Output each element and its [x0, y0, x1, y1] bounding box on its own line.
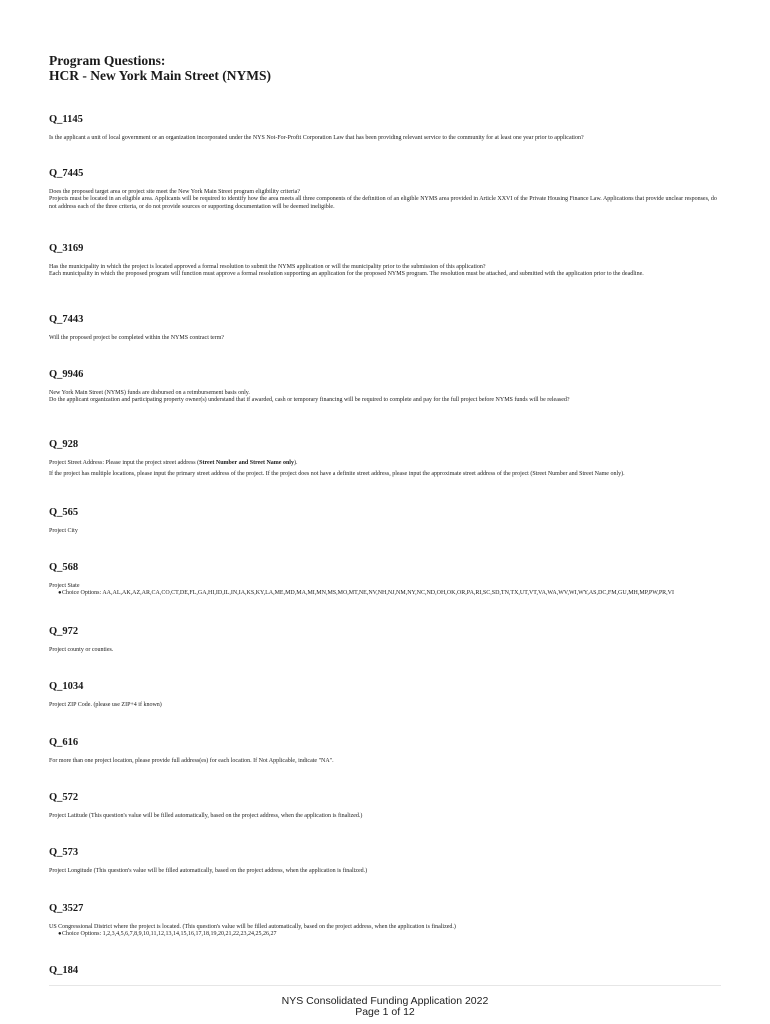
question-text: Project State	[49, 583, 80, 589]
question-id: Q_572	[49, 792, 79, 803]
question-block	[49, 439, 721, 483]
question-id: Q_573	[49, 847, 79, 858]
question-text: Will the proposed project be completed within the NYMS contract term?	[49, 335, 225, 341]
question-block	[49, 792, 721, 824]
question-text: Project Longitude (This question's value will be filled automatically, based on the project address, when the application is finalized.)	[49, 868, 368, 874]
question-text: US Congressional District where the project is located. (This question's value will be filled automatically, based on the project address, when the application is finalized.)	[49, 924, 456, 930]
question-id: Q_1034	[49, 681, 84, 692]
question-help-text: Each municipality in which the proposed program will function must approve a formal resolution supporting an application for the proposed NYMS program. The resolution must be attached, and submitted with the application prior to the deadline.	[49, 271, 644, 278]
choice-options	[49, 590, 721, 597]
question-text: For more than one project location, please provide full address(es) for each location. If Not Applicable, indicate "NA".	[49, 758, 334, 764]
question-block	[49, 243, 721, 283]
question-block	[49, 903, 721, 939]
question-id: Q_972	[49, 626, 79, 637]
footer-divider	[49, 985, 721, 986]
header-program: HCR - New York Main Street (NYMS)	[49, 68, 271, 83]
question-id: Q_1145	[49, 114, 83, 125]
question-block	[49, 507, 721, 539]
question-block	[49, 737, 721, 769]
question-block	[49, 562, 721, 598]
question-id: Q_565	[49, 507, 79, 518]
question-id: Q_3169	[49, 243, 84, 254]
question-text: Project ZIP Code. (please use ZIP+4 if known)	[49, 702, 162, 708]
question-id: Q_7443	[49, 314, 84, 325]
question-text: Is the applicant a unit of local government or an organization incorporated under the NYS Not-For-Profit Corporation Law that has been providing relevant service to the community for at least one year prior to application?	[49, 135, 584, 141]
choice-options-text: Choice Options: 1,2,3,4,5,6,7,8,9,10,11,12,13,14,15,16,17,18,19,20,21,22,23,24,25,26,27	[62, 931, 277, 938]
question-id: Q_616	[49, 737, 79, 748]
question-help-text: Do the applicant organization and participating property owner(s) understand that if awarded, cash or temporary financing will be required to complete and pay for the full project before NYMS funds will be released?	[49, 397, 570, 404]
question-text-emphasis: Street Number and Street Name only	[199, 460, 294, 466]
bullet-icon: ●	[58, 590, 62, 597]
question-text: Has the municipality in which the project is located approved a formal resolution to submit the NYMS application or will the municipality prior to the submission of this application?	[49, 264, 486, 270]
question-text: Project county or counties.	[49, 647, 114, 653]
question-block	[49, 681, 721, 713]
question-id: Q_568	[49, 562, 79, 573]
question-text: Project City	[49, 528, 78, 534]
bullet-icon: ●	[58, 931, 62, 938]
footer-page-number: Page 1 of 12	[355, 1006, 415, 1018]
choice-options	[49, 931, 721, 938]
question-id: Q_7445	[49, 168, 84, 179]
document-header	[49, 53, 271, 83]
question-help-text: Projects must be located in an eligible area. Applicants will be required to identify how the area meets all three components of the definition of an eligible NYMS area provided in Article XXVI of the Private Housing Finance Law. Applications that provide unclear responses, do not address each of the three criteria, or do not provide sources or supporting documentation will be deemed ineligible.	[49, 196, 717, 210]
question-help-text: If the project has multiple locations, please input the primary street address of the project. If the project does not have a definite street address, please input the approximate street address of the project (Street Number and Street Name only).	[49, 471, 625, 478]
question-block	[49, 168, 721, 215]
question-text: Project Latitude (This question's value will be filled automatically, based on the project address, when the application is finalized.)	[49, 813, 363, 819]
question-block	[49, 626, 721, 658]
header-title: Program Questions:	[49, 53, 166, 68]
question-text	[49, 460, 721, 467]
question-id: Q_9946	[49, 369, 84, 380]
footer-title: NYS Consolidated Funding Application 2022	[281, 995, 489, 1007]
question-block	[49, 965, 721, 986]
question-id: Q_3527	[49, 903, 84, 914]
question-block	[49, 369, 721, 409]
question-block	[49, 847, 721, 879]
question-text-part: ).	[293, 460, 298, 466]
question-block	[49, 114, 721, 146]
question-block	[49, 314, 721, 346]
question-id: Q_184	[49, 965, 79, 976]
question-id: Q_928	[49, 439, 79, 450]
choice-options-text: Choice Options: AA,AL,AK,AZ,AR,CA,CO,CT,DE,FL,GA,HI,ID,IL,IN,IA,KS,KY,LA,ME,MD,MA,MI,MN,MS,MO,MT,NE,NV,NH,NJ,NM,NY,NC,ND,OH,OK,OR,PA,RI,SC,SD,TN,TX,UT,VT,VA,WA,WV,WI,WY,AS,DC,FM,GU,MH,MP,PW,PR,VI	[62, 590, 674, 597]
question-text-part: Project Street Address: Please input the project street address (	[49, 460, 200, 466]
question-text: Does the proposed target area or project site meet the New York Main Street program eligibility criteria?	[49, 189, 300, 195]
question-text: New York Main Street (NYMS) funds are disbursed on a reimbursement basis only.	[49, 390, 250, 396]
